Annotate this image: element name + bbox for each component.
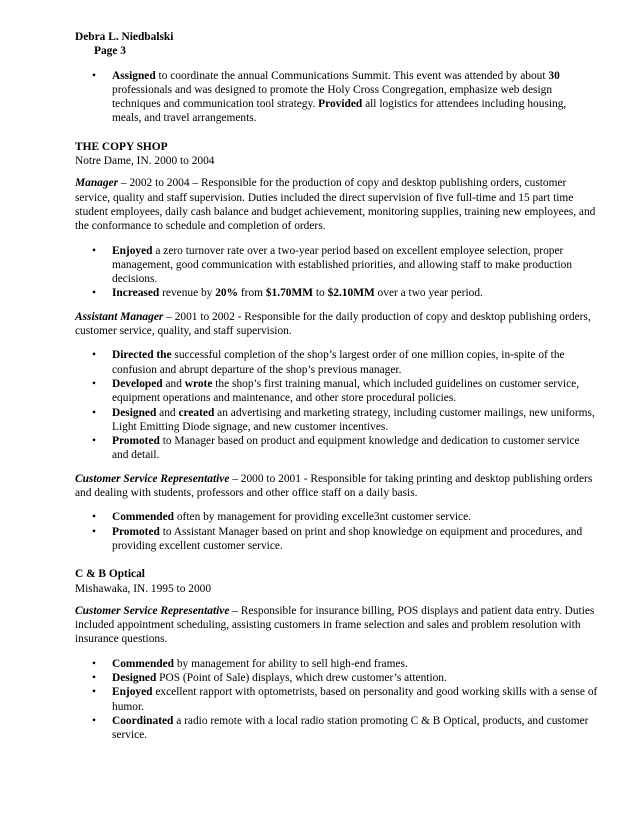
bullet-icon: • <box>92 406 96 419</box>
bullet-text: and <box>156 406 179 419</box>
attendee-count: 30 <box>548 69 560 82</box>
role-title: Customer Service Representative <box>75 472 230 485</box>
bullet-icon: • <box>92 377 96 390</box>
role-title: Assistant Manager <box>75 310 164 323</box>
bullet-icon: • <box>92 287 96 300</box>
bullet-icon: • <box>92 657 96 670</box>
bullet-lead: Commended <box>112 657 175 670</box>
bullet-lead: Coordinated <box>112 714 174 727</box>
bullet-lead: Enjoyed <box>112 686 153 699</box>
bullet-lead: wrote <box>184 377 213 390</box>
list-item <box>75 714 598 743</box>
list-item <box>75 671 598 685</box>
bullet-icon: • <box>92 525 96 538</box>
bullet-text: from <box>238 287 266 300</box>
revenue-percent: 20% <box>215 287 239 300</box>
list-item <box>75 434 598 463</box>
company-location: Notre Dame, IN. 2000 to 2004 <box>75 155 215 168</box>
list-item <box>75 286 598 300</box>
bullet-text: to <box>313 287 328 300</box>
bullet-lead: Provided <box>318 98 363 111</box>
bullet-text: often by management for providing excelle3nt customer service. <box>174 511 472 524</box>
bullet-icon: • <box>92 69 96 82</box>
role-description <box>75 604 598 647</box>
achievement-list <box>75 244 598 301</box>
bullet-lead: Directed the <box>112 349 172 362</box>
company-name: C & B Optical <box>75 568 145 581</box>
role-title: Manager <box>75 177 119 190</box>
bullet-text: revenue by <box>159 287 216 300</box>
bullet-text: to coordinate the annual Communications Summit. This event was attended by about <box>155 69 549 82</box>
role-text: – 2002 to 2004 – Responsible for the production of copy and desktop publishing orders, customer service, quality and staff supervision. Duties included the direct supervision of five full-time and 15 part time student employees, daily cash balance and budget achievement, monitoring supplies, training new employees, and the conformance to schedule and completion of orders. <box>75 177 596 233</box>
list-item <box>75 244 598 287</box>
bullet-lead: Enjoyed <box>112 244 153 257</box>
bullet-lead: created <box>178 406 215 419</box>
bullet-text: an advertising and marketing strategy, including customer mailings, new uniforms, Light Emitting Diode signage, and new customer incentives. <box>112 406 595 433</box>
bullet-text: by management for ability to sell high-end frames. <box>174 657 408 670</box>
bullet-text: a radio remote with a local radio station promoting C & B Optical, products, and customer service. <box>112 714 589 742</box>
resume-owner-name: Debra L. Niedbalski <box>75 31 174 43</box>
bullet-text: POS (Point of Sale) displays, which drew customer’s attention. <box>156 671 447 684</box>
achievement-list <box>75 657 598 743</box>
role-text: – 2001 to 2002 - Responsible for the daily production of copy and desktop publishing orders, customer service, quality, and staff supervision. <box>75 310 591 338</box>
achievement-list <box>75 510 598 553</box>
bullet-icon: • <box>92 671 96 684</box>
role-text: – Responsible for insurance billing, POS displays and patient data entry. Duties included appointment scheduling, assisting customers in frame selection and sales and problem resolution with insurance questions. <box>75 604 595 646</box>
bullet-text: the shop’s first training manual, which included guidelines on customer service, equipment operations and maintenance, and other store procedural policies. <box>112 377 580 405</box>
list-item <box>75 348 598 377</box>
bullet-lead: Designed <box>112 406 157 419</box>
achievement-list <box>75 348 598 462</box>
revenue-from: $1.70MM <box>265 287 313 300</box>
bullet-lead: Designed <box>112 671 157 684</box>
list-item <box>75 657 598 671</box>
company-location: Mishawaka, IN. 1995 to 2000 <box>75 582 212 595</box>
bullet-text: and <box>162 377 185 390</box>
bullet-text: to Assistant Manager based on print and shop knowledge on equipment and procedures, and providing excellent customer service. <box>112 525 583 552</box>
bullet-text: professionals and was designed to promote the Holy Cross Congregation, emphasize web design techniques and communication tool strategy. <box>112 83 553 111</box>
bullet-icon: • <box>92 686 96 699</box>
bullet-text: successful completion of the shop’s largest order of one million copies, in-spite of the confusion and abrupt departure of the shop’s previous manager. <box>112 349 565 376</box>
bullet-lead: Developed <box>112 377 163 390</box>
list-item <box>75 525 598 554</box>
role-text: – 2000 to 2001 - Responsible for taking printing and desktop publishing orders and dealing with students, professors and other office staff on a daily basis. <box>75 472 593 500</box>
revenue-to: $2.10MM <box>327 287 375 300</box>
bullet-text: over a two year period. <box>374 287 483 300</box>
bullet-lead: Promoted <box>112 435 160 448</box>
list-item <box>75 406 598 435</box>
bullet-lead: Increased <box>112 287 160 300</box>
bullet-icon: • <box>92 714 96 727</box>
intro-bullet-list <box>75 69 598 126</box>
bullet-text: all logistics for attendees including housing, meals, and travel arrangements. <box>112 98 567 125</box>
bullet-icon: • <box>92 435 96 448</box>
bullet-lead: Promoted <box>112 525 160 538</box>
role-description <box>75 310 598 339</box>
list-item <box>75 685 598 714</box>
page-number: Page 3 <box>94 45 126 58</box>
bullet-icon: • <box>92 244 96 257</box>
role-title: Customer Service Representative <box>75 604 230 617</box>
bullet-lead: Assigned <box>112 69 156 82</box>
company-name: THE COPY SHOP <box>75 140 168 153</box>
bullet-text: a zero turnover rate over a two-year period based on excellent employee selection, proper management, good communication with established priorities, and allowing staff to make production decisions. <box>112 244 573 286</box>
role-description <box>75 472 598 501</box>
bullet-icon: • <box>92 349 96 362</box>
role-description <box>75 176 598 233</box>
bullet-icon: • <box>92 511 96 524</box>
list-item <box>75 69 598 126</box>
list-item <box>75 377 598 406</box>
bullet-text: to Manager based on product and equipment knowledge and dedication to customer service and detail. <box>112 435 580 462</box>
list-item <box>75 510 598 524</box>
bullet-lead: Commended <box>112 511 175 524</box>
bullet-text: excellent rapport with optometrists, based on personality and good working skills with a sense of humor. <box>112 686 598 713</box>
